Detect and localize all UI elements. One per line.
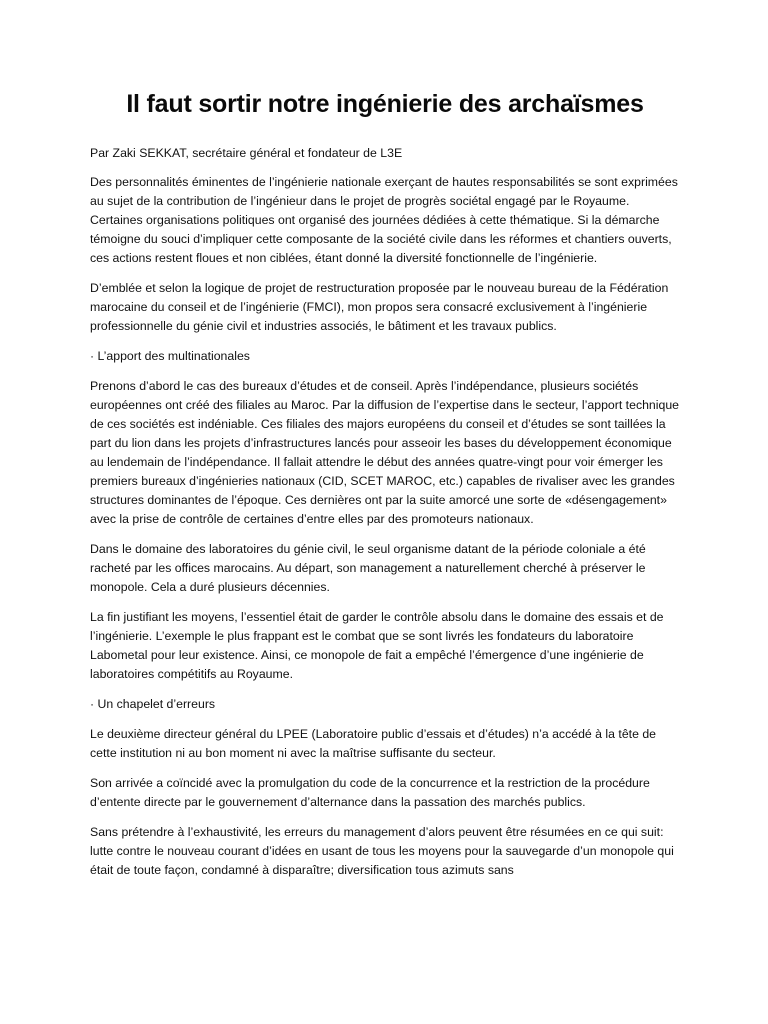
paragraph-intro: Des personnalités éminentes de l’ingénierie nationale exerçant de hautes responsabilités se sont exprimées au sujet de la contribution de l’ingénieur dans le projet de progrès sociétal engagé par le Royaume. Certaines organisations politiques ont organisé des journées dédiées à cette thématique. Si la démarche témoigne du souci d’impliquer cette composante de la société civile dans les réformes et chantiers ouverts, ces actions restent floues et non ciblées, étant donné la diversité fonctionnelle de l’ingénierie. [90,175,678,265]
paragraph-monopole: La fin justifiant les moyens, l’essentiel était de garder le contrôle absolu dans le domaine des essais et de l’ingénierie. L’exemple le plus frappant est le combat que se sont livrés les fondateurs du laboratoire Labometal pour leur existence. Ainsi, ce monopole de fait a empêché l’émergence d’une ingénierie de laboratoires compétitifs au Royaume. [90,610,664,681]
paragraph-laboratoires: Dans le domaine des laboratoires du génie civil, le seul organisme datant de la période coloniale a été racheté par les offices marocains. Au départ, son management a naturellement cherché à préserver le monopole. Cela a duré plusieurs décennies. [90,542,646,594]
byline: Par Zaki SEKKAT, secrétaire général et fondateur de L3E [90,146,403,160]
paragraph-erreurs-management: Sans prétendre à l’exhaustivité, les erreurs du management d’alors peuvent être résumées en ce qui suit: lutte contre le nouveau courant d’idées en usant de tous les moyens pour la sauvegarde d’un monopole qui était de toute façon, condamné à disparaître; diversification tous azimuts sans [90,825,674,877]
paragraph-directeur: Le deuxième directeur général du LPEE (Laboratoire public d’essais et d’études) n’a accédé à la tête de cette institution ni au bon moment ni avec la maîtrise suffisante du secteur. [90,727,657,760]
paragraph-arrivee: Son arrivée a coïncidé avec la promulgation du code de la concurrence et la restriction de la procédure d’entente directe par le gouvernement d’alternance dans la passation des marchés publics. [90,776,650,809]
paragraph-bureaux-etudes: Prenons d’abord le cas des bureaux d’études et de conseil. Après l’indépendance, plusieurs sociétés européennes ont créé des filiales au Maroc. Par la diffusion de l’expertise dans le secteur, l’apport technique de ces sociétés est indéniable. Ces filiales des majors européens du conseil et d’études se sont taillées la part du lion dans les projets d’infrastructures lancés pour asseoir les bases du développement économique au lendemain de l’indépendance. Il fallait attendre le début des années quatre-vingt pour voir émerger les premiers bureaux d’ingénieries nationaux (CID, SCET MAROC, etc.) capables de rivaliser avec les grandes structures dominantes de l’époque. Ces dernières ont par la suite amorcé une sorte de «désengagement» avec la prise de contrôle de certaines d’entre elles par des promoteurs nationaux. [90,379,680,526]
page-title: Il faut sortir notre ingénierie des archaïsmes [126,90,644,118]
section-heading-erreurs: · Un chapelet d’erreurs [90,697,216,711]
paragraph-scope: D’emblée et selon la logique de projet de restructuration proposée par le nouveau bureau de la Fédération marocaine du conseil et de l’ingénierie (FMCI), mon propos sera consacré exclusivement à l’ingénierie professionnelle du génie civil et industries associés, le bâtiment et les travaux publics. [90,281,669,333]
document-page [90,88,680,891]
section-heading-multinationales: · L’apport des multinationales [90,349,250,363]
